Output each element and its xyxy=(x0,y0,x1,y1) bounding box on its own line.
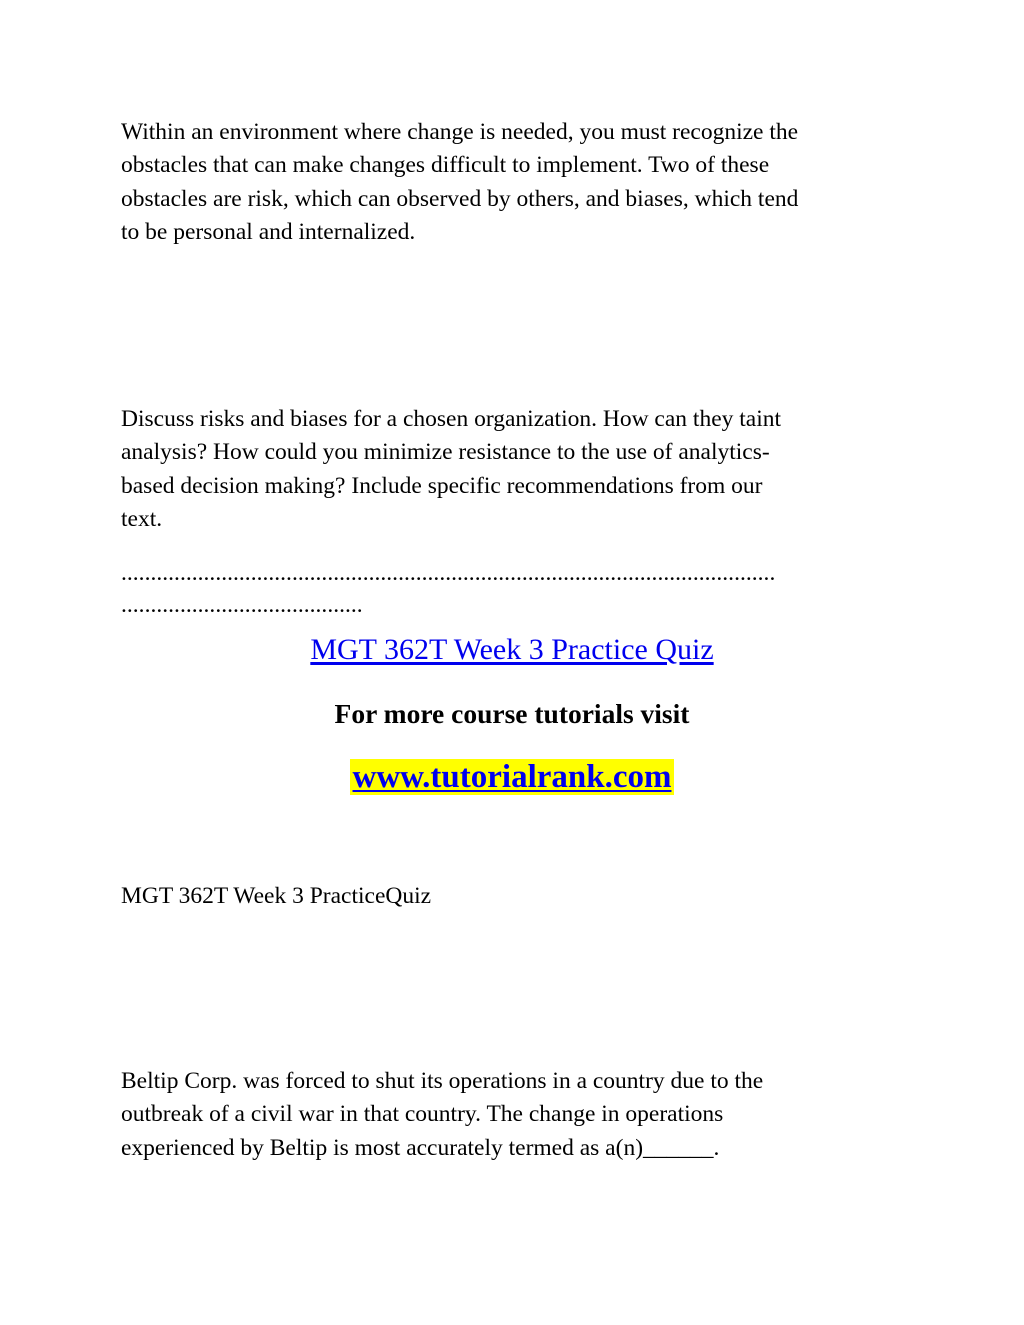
section-title: MGT 362T Week 3 PracticeQuiz xyxy=(121,883,432,909)
website-link-row xyxy=(0,756,1024,798)
quiz-question-paragraph xyxy=(121,1065,911,1165)
prompt-line: text. xyxy=(121,505,163,532)
course-tutorials-text: For more course tutorials visit xyxy=(334,698,690,729)
website-link[interactable]: www.tutorialrank.com xyxy=(350,759,675,795)
intro-line: obstacles are risk, which can observed by others, and biases, which tend xyxy=(121,185,799,212)
question-line: outbreak of a civil war in that country. The change in operations xyxy=(121,1101,724,1128)
intro-paragraph xyxy=(121,116,911,249)
quiz-link-row xyxy=(0,630,1024,670)
intro-line: Within an environment where change is needed, you must recognize the xyxy=(121,119,799,145)
intro-line: obstacles that can make changes difficult to implement. Two of these xyxy=(121,152,770,179)
prompt-line: based decision making? Include specific recommendations from our xyxy=(121,472,763,499)
prompt-line: analysis? How could you minimize resistance to the use of analytics- xyxy=(121,439,770,466)
quiz-title-link[interactable]: MGT 362T Week 3 Practice Quiz xyxy=(310,633,714,666)
question-line: experienced by Beltip is most accurately termed as a(n)______. xyxy=(121,1134,720,1161)
intro-line: to be personal and internalized. xyxy=(121,218,416,245)
dotted-separator: ......................................... xyxy=(121,592,363,618)
discussion-prompt-paragraph xyxy=(121,403,911,536)
dotted-separator: ............................................................................................................... xyxy=(121,560,776,586)
prompt-line: Discuss risks and biases for a chosen organization. How can they taint xyxy=(121,406,782,432)
question-line: Beltip Corp. was forced to shut its operations in a country due to the xyxy=(121,1068,764,1094)
